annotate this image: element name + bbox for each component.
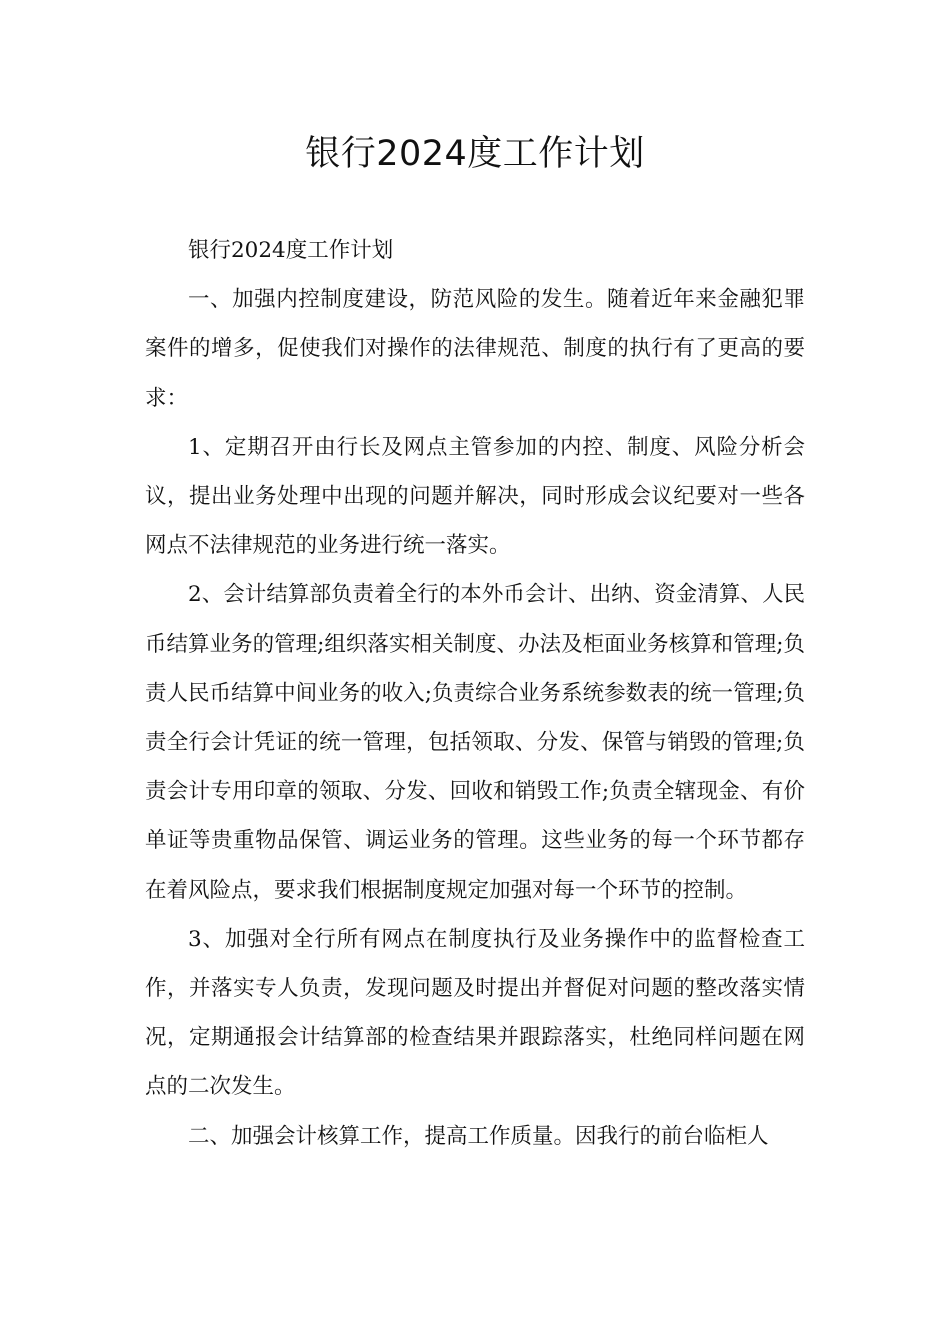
- document-body: [145, 226, 805, 1161]
- paragraph-item-2: 2、会计结算部负责着全行的本外币会计、出纳、资金清算、人民币结算业务的管理;组织落实相关制度、办法及柜面业务核算和管理;负责人民币结算中间业务的收入;负责综合业务系统参数表的统一管理;负责全行会计凭证的统一管理，包括领取、分发、保管与销毁的管理;负责会计专用印章的领取、分发、回收和销毁工作;负责全辖现金、有价单证等贵重物品保管、调运业务的管理。这些业务的每一个环节都存在着风险点，要求我们根据制度规定加强对每一个环节的控制。: [145, 582, 805, 903]
- paragraph-section-2: 二、加强会计核算工作，提高工作质量。因我行的前台临柜人: [188, 1123, 769, 1149]
- document-title: 银行2024度工作计划: [305, 134, 645, 174]
- paragraph-subtitle: 银行2024度工作计划: [188, 238, 394, 263]
- paragraph-section-1: 一、加强内控制度建设，防范风险的发生。随着近年来金融犯罪案件的增多，促使我们对操作的法律规范、制度的执行有了更高的要求：: [145, 287, 805, 411]
- paragraph-item-1: 1、定期召开由行长及网点主管参加的内控、制度、风险分析会议，提出业务处理中出现的问题并解决，同时形成会议纪要对一些各网点不法律规范的业务进行统一落实。: [145, 434, 805, 559]
- paragraph-item-3: 3、加强对全行所有网点在制度执行及业务操作中的监督检查工作，并落实专人负责，发现问题及时提出并督促对问题的整改落实情况，定期通报会计结算部的检查结果并跟踪落实，杜绝同样问题在网点的二次发生。: [145, 926, 805, 1100]
